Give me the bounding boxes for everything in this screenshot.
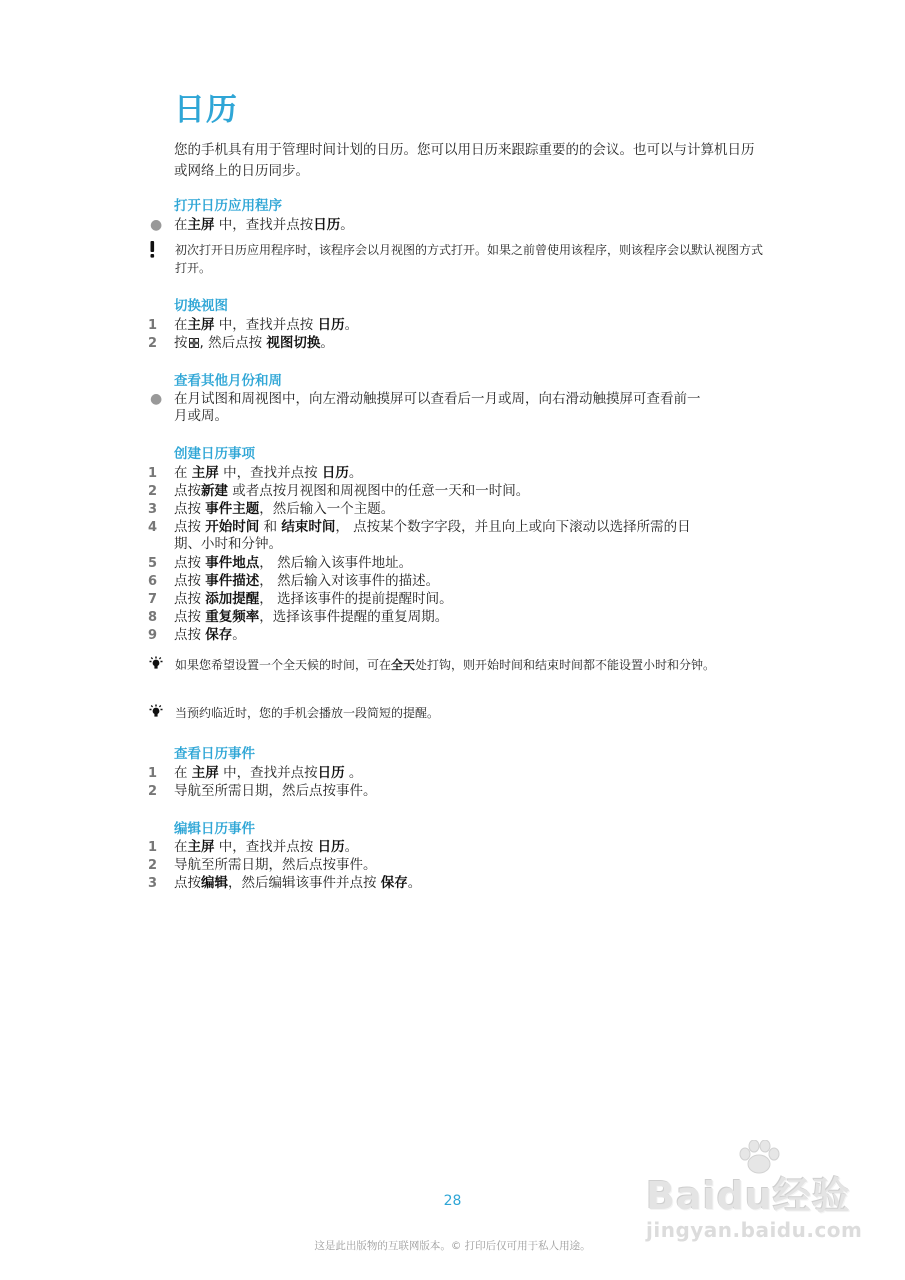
page-title: 日历 [174,92,238,128]
heading-edit-event: 编辑日历事件 [174,821,255,837]
step-number: 4 [148,520,158,535]
step-number: 6 [148,574,158,589]
heading-view-event: 查看日历事件 [174,746,255,762]
step-number: 5 [148,556,158,571]
step-text: 点按 事件描述， 然后输入对该事件的描述。 [174,573,440,589]
step-text: 点按新建 或者点按月视图和周视图中的任意一天和一时间。 [174,483,530,499]
step-number: 3 [148,876,158,891]
step-text: 点按编辑，然后编辑该事件并点按 保存。 [174,875,422,891]
watermark-url: jingyan.baidu.com [646,1218,863,1242]
step-text: 点按 事件主题，然后输入一个主题。 [174,501,395,517]
step-number: 8 [148,610,158,625]
step-number: 3 [148,502,158,517]
intro-paragraph: 您的手机具有用于管理时间计划的日历。您可以用日历来跟踪重要的的会议。也可以与计算机日历或网络上的日历同步。 [174,142,755,179]
watermark-brand: Baidu经验 [646,1174,851,1218]
bullet-text: 在月试图和周视图中，向左滑动触摸屏可以查看后一月或周，向右滑动触摸屏可查看前一月或周。 [174,391,701,424]
step-number: 9 [148,628,158,643]
step-text: 在主屏 中，查找并点按 日历。 [174,839,359,855]
bullet-text: 在主屏 中，查找并点按日历。 [174,217,354,233]
step-number: 1 [148,318,158,333]
bullet-dot: ● [150,217,163,233]
step-number: 1 [148,466,158,481]
tip-text: 如果您希望设置一个全天候的时间，可在全天处打钩，则开始时间和结束时间都不能设置小时和分钟。 [175,658,716,672]
step-text: 点按 重复频率，选择该事件提醒的重复周期。 [174,609,449,625]
step-text: 导航至所需日期，然后点按事件。 [174,783,377,799]
step-number: 1 [148,840,158,855]
step-number: 2 [148,484,158,499]
step-number: 2 [148,858,158,873]
bullet-dot: ● [150,391,163,407]
warning-text: 初次打开日历应用程序时，该程序会以月视图的方式打开。如果之前曾使用该程序，则该程序会以默认视图方式打开。 [175,243,764,275]
heading-other-months: 查看其他月份和周 [174,373,282,389]
footer-text: 这是此出版物的互联网版本。© 打印后仅可用于私人用途。 [314,1240,591,1252]
heading-switch-view: 切换视图 [174,298,228,314]
step-text: 点按 保存。 [174,627,246,643]
step-text: 在主屏 中，查找并点按 日历。 [174,317,359,333]
grid-menu-icon [189,338,199,348]
step-number: 2 [148,336,158,351]
step-number: 7 [148,592,158,607]
page-number: 28 [443,1193,462,1209]
tip-text: 当预约临近时，您的手机会播放一段简短的提醒。 [175,706,440,720]
step-text: 在 主屏 中，查找并点按 日历。 [174,465,363,481]
step-text: 点按 事件地点， 然后输入该事件地址。 [174,555,413,571]
lightbulb-icon [148,656,168,674]
lightbulb-icon [148,704,168,722]
step-number: 1 [148,766,158,781]
step-number: 2 [148,784,158,799]
exclamation-icon [148,241,168,259]
step-text: 点按 开始时间 和 结束时间， 点按某个数字字段，并且向上或向下滚动以选择所需的日期、小时和分钟。 [174,519,691,552]
heading-open-calendar: 打开日历应用程序 [174,198,282,214]
step-text: 按 , 然后点按 视图切换。 [174,335,334,351]
heading-create-event: 创建日历事项 [174,446,255,462]
step-text: 导航至所需日期，然后点按事件。 [174,857,377,873]
step-text: 点按 添加提醒， 选择该事件的提前提醒时间。 [174,591,453,607]
step-text: 在 主屏 中，查找并点按日历 。 [174,765,363,781]
